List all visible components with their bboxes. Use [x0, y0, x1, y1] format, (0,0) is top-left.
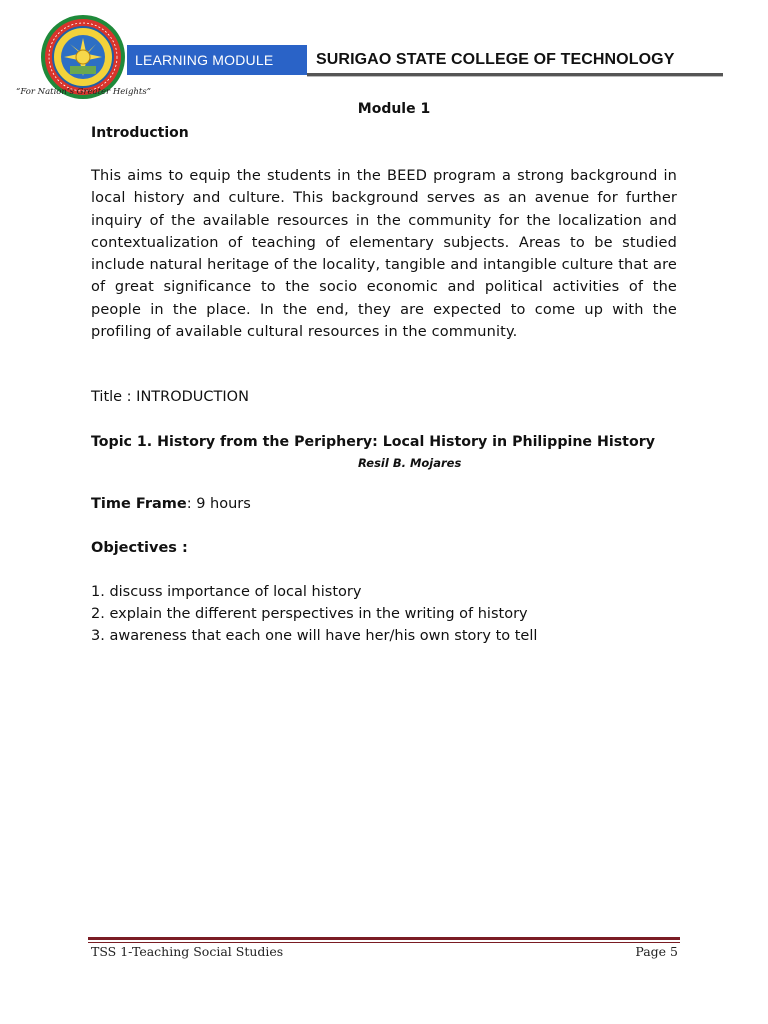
module-title: Module 1 [357, 101, 431, 117]
introduction-paragraph: This aims to equip the students in the BEED program a strong background in local history and culture. This background serves as an avenue for further inquiry of the available resources in the community for the localization and contextualization of teaching of elementary subjects. Areas to be studied include natural heritage of the locality, tangible and intangible culture that are of great significance to the socio economic and political activities of the people in the place. In the end, they are expected to come up with the profiling of available cultural resources in the community. [91, 168, 677, 341]
page-number: Page 5 [635, 944, 678, 959]
objectives-list [91, 581, 677, 647]
footer-divider-thin [88, 942, 680, 943]
college-motto: “For Nation’s Greater Heights” [16, 87, 152, 97]
objective-item: 1. discuss importance of local history [91, 584, 362, 601]
introduction-heading: Introduction [91, 125, 189, 141]
title-line: Title : INTRODUCTION [91, 389, 249, 406]
topic-line: Topic 1. History from the Periphery: Local History in Philippine History [91, 434, 655, 451]
footer-divider [88, 937, 680, 940]
objectives-heading: Objectives : [91, 540, 188, 557]
module-content [91, 98, 677, 647]
header-divider [307, 73, 723, 76]
footer-course-title: TSS 1-Teaching Social Studies [91, 944, 284, 959]
time-frame [91, 493, 677, 515]
objective-item: 3. awareness that each one will have her/his own story to tell [91, 628, 538, 645]
topic-author: Resil B. Mojares [358, 456, 462, 471]
objective-item: 2. explain the different perspectives in the writing of history [91, 606, 528, 623]
time-frame-value: : 9 hours [186, 496, 251, 513]
learning-module-banner: LEARNING MODULE [127, 45, 307, 75]
time-frame-label: Time Frame [91, 496, 187, 513]
college-name: SURIGAO STATE COLLEGE OF TECHNOLOGY [316, 51, 675, 68]
